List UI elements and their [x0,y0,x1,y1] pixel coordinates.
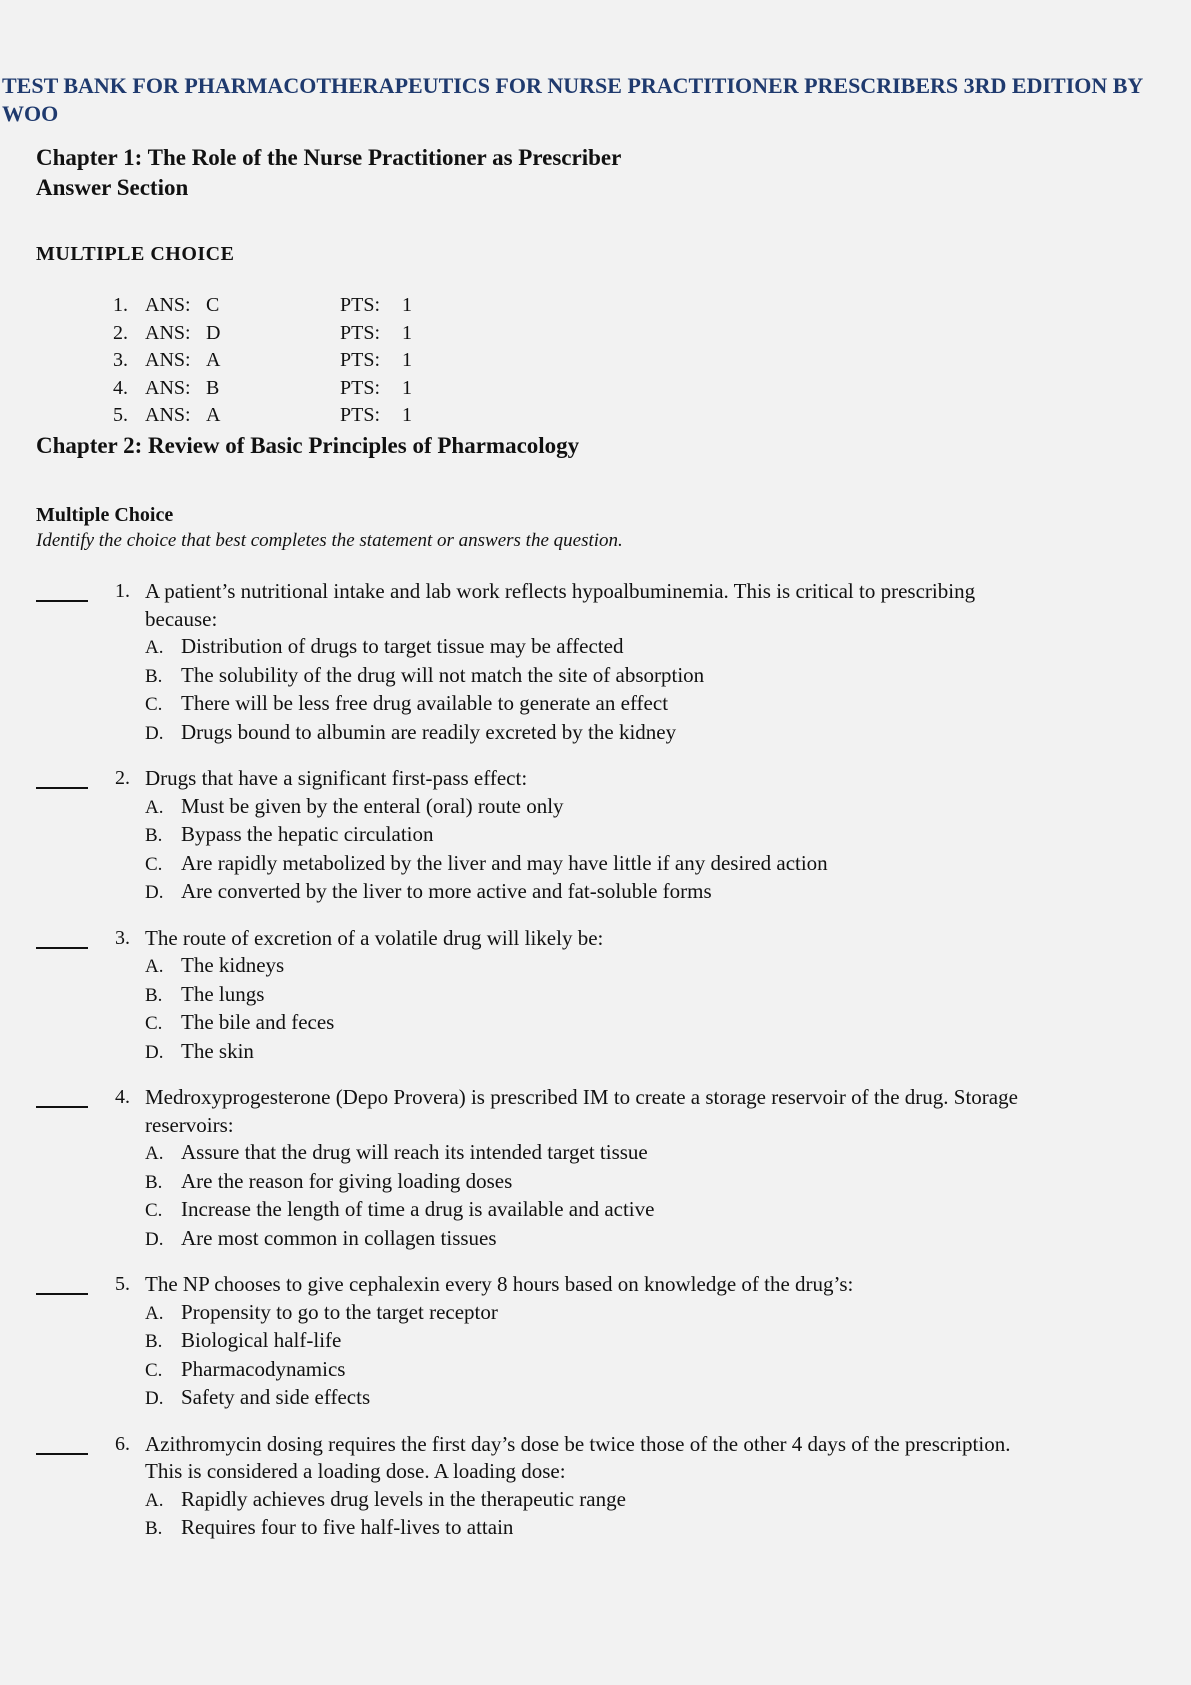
points-label: PTS: [340,321,381,344]
choice [145,633,1191,662]
choice [145,878,1191,907]
choice [145,850,1191,879]
choice [145,1139,1191,1168]
choice-letter: B. [145,1171,163,1193]
answer-label: ANS: [145,349,191,371]
choice [145,821,1191,850]
choice-letter: D. [145,1041,164,1063]
multiple-choice-section [36,502,623,554]
choice-letter: A. [145,1143,164,1164]
points-label: PTS: [340,376,381,399]
answer-number: 2. [113,321,128,344]
choice-letter: C. [145,694,163,715]
document-title: TEST BANK FOR PHARMACOTHERAPEUTICS FOR NURSE PRACTITIONER PRESCRIBERS 3RD EDITION BY WOO [2,73,1143,126]
question-number: 6. [115,1432,130,1455]
points-value: 1 [402,404,412,426]
chapter-1-title: Chapter 1: The Role of the Nurse Practitioner as Prescriber [36,145,622,170]
choice-letter: A. [145,637,164,658]
choice-letter: C. [145,853,163,875]
question-stem: A patient’s nutritional intake and lab work reflects hypoalbuminemia. This is critical to prescribing because: [145,579,976,631]
choice-letter: A. [145,1302,164,1324]
points-label: PTS: [340,349,381,371]
choice-text: Rapidly achieves drug levels in the therapeutic range [181,1486,626,1511]
points-value: 1 [402,376,412,399]
answer-label: ANS: [145,404,191,426]
choice-text: Are rapidly metabolized by the liver and may have little if any desired action [181,850,828,875]
question-number: 5. [115,1273,130,1295]
answer-key-list [0,292,600,430]
choice [145,1168,1191,1197]
choice-text: Are most common in collagen tissues [181,1225,497,1250]
choice-text: There will be less free drug available to generate an effect [181,691,669,715]
question-stem: Drugs that have a significant first-pass effect: [145,766,528,790]
choice [145,719,1191,748]
question-6 [0,1431,1191,1543]
answer-number: 1. [113,294,128,316]
choice [145,952,1191,981]
choice [145,662,1191,691]
choice [145,1356,1191,1385]
chapter-2-title: Chapter 2: Review of Basic Principles of Pharmacology [36,433,580,458]
choice-text: Requires four to five half-lives to attain [181,1515,514,1539]
choice-text: Safety and side effects [181,1385,371,1409]
choice [145,981,1191,1010]
question-number: 2. [115,767,130,789]
choice-text: The kidneys [181,953,285,977]
choice [145,793,1191,822]
answer-label: ANS: [145,376,191,399]
answer-row [0,375,600,403]
question-stem: The route of excretion of a volatile drug will likely be: [145,925,604,950]
points-label: PTS: [340,294,381,316]
choice-text: Assure that the drug will reach its intended target tissue [181,1140,648,1164]
choice-letter: B. [145,1518,163,1539]
choice-text: Bypass the hepatic circulation [181,822,434,846]
question-4 [0,1084,1191,1253]
question-number: 3. [115,926,130,949]
choice-text: Drugs bound to albumin are readily excreted by the kidney [181,719,677,744]
choice-text: Distribution of drugs to target tissue may be affected [181,634,624,658]
choice-text: The solubility of the drug will not match the site of absorption [181,662,705,687]
answer-value: A [206,349,221,371]
choice-letter: B. [145,1331,163,1352]
question-number: 4. [115,1086,130,1108]
choice [145,1486,1191,1515]
question-3 [0,925,1191,1067]
answer-number: 5. [113,404,128,426]
answer-label: ANS: [145,321,191,344]
choice-letter: D. [145,882,164,903]
points-label: PTS: [340,404,381,426]
answer-label: ANS: [145,294,191,316]
answer-blank[interactable] [36,600,88,602]
choice [145,1038,1191,1067]
choice-letter: B. [145,825,163,846]
answer-row [0,402,600,430]
choice [145,690,1191,719]
choice-letter: D. [145,1228,164,1250]
answer-number: 4. [113,376,128,399]
choice [145,1384,1191,1413]
choice [145,1225,1191,1254]
question-number: 1. [115,580,130,602]
question-stem: Medroxyprogesterone (Depo Provera) is prescribed IM to create a storage reservoir of the drug. Storage reservoirs: [145,1085,1018,1137]
choice-letter: B. [145,665,163,687]
answer-row [0,292,600,320]
answer-value: B [206,376,220,399]
answer-section-label: Answer Section [36,175,189,200]
multiple-choice-heading: MULTIPLE CHOICE [36,243,235,265]
choice-letter: D. [145,722,164,744]
choice-letter: A. [145,1489,164,1511]
choice-text: Are converted by the liver to more active and fat-soluble forms [181,879,712,903]
choice-letter: C. [145,1359,163,1381]
chapter-2-heading [36,431,579,461]
choice-text: Must be given by the enteral (oral) route only [181,793,564,818]
answer-value: D [206,321,221,344]
question-1 [0,578,1191,747]
choice-letter: B. [145,984,163,1006]
choice-letter: D. [145,1388,164,1409]
points-value: 1 [402,321,412,344]
answer-number: 3. [113,349,128,371]
choice [145,1299,1191,1328]
points-value: 1 [402,294,412,316]
answer-blank[interactable] [36,947,88,949]
choice-text: The skin [181,1038,254,1063]
choice-text: The lungs [181,981,265,1006]
points-value: 1 [402,349,412,371]
choice [145,1196,1191,1225]
choice [145,1327,1191,1356]
choice-letter: A. [145,956,164,977]
choice-text: Biological half-life [181,1328,342,1352]
multiple-choice-subheading: Multiple Choice [36,504,174,526]
answer-row [0,320,600,348]
question-2 [0,765,1191,907]
question-stem: The NP chooses to give cephalexin every 8 hours based on knowledge of the drug’s: [145,1272,854,1296]
choice-text: Are the reason for giving loading doses [181,1168,513,1193]
question-stem: Azithromycin dosing requires the first day’s dose be twice those of the other 4 days of the prescription. This is considered a loading dose. A loading dose: [145,1431,1011,1483]
choice-text: Pharmacodynamics [181,1356,346,1381]
choice-letter: C. [145,1200,163,1221]
chapter-1-heading [36,143,621,203]
choice-text: Propensity to go to the target receptor [181,1299,498,1324]
question-list [0,578,1191,1561]
answer-blank[interactable] [36,787,88,789]
question-5 [0,1271,1191,1413]
answer-value: C [206,294,220,316]
answer-blank[interactable] [36,1293,88,1295]
choice-letter: A. [145,796,164,818]
answer-blank[interactable] [36,1106,88,1108]
choice [145,1009,1191,1038]
instructions-text: Identify the choice that best completes the statement or answers the question. [36,530,623,551]
choice [145,1514,1191,1543]
answer-blank[interactable] [36,1453,88,1455]
answer-value: A [206,404,221,426]
choice-letter: C. [145,1013,163,1034]
choice-text: Increase the length of time a drug is available and active [181,1197,655,1221]
choice-text: The bile and feces [181,1010,335,1034]
answer-row [0,347,600,375]
